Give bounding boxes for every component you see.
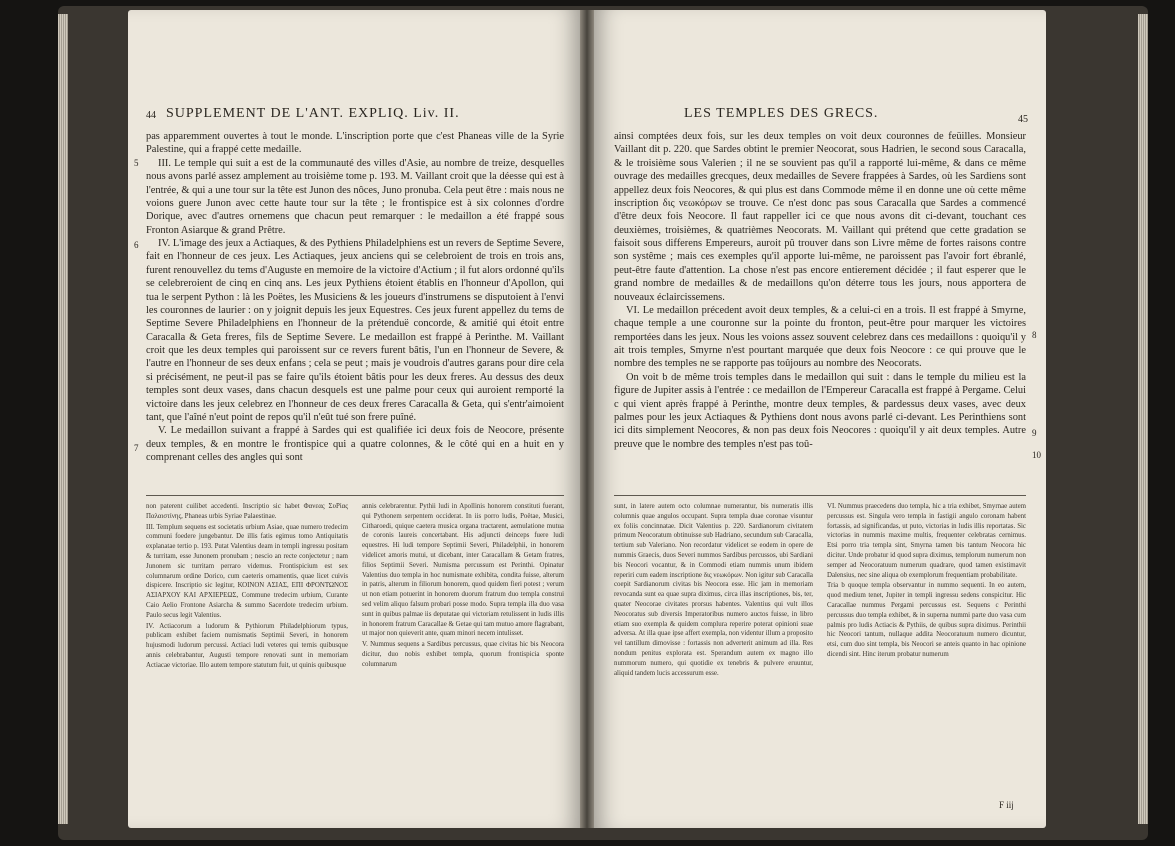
left-note: annis celebrarentur. Pythii ludi in Apollinis honorem constituti fuerant, qui Pythonem serpentem occiderat. In iis porro ludis, Poëtae, Musici, Citharoedi, quique caetera musica organa tractarent, aemulatione mutua de coronis laureis concertabant. His adjuncti deinceps fuere ludi equestres. Hi ludi tempore Septimii Severi, Philadelphii, in honorem videlicet amoris mutui, ut dicebant, inter Caracallam & Getam fratres, filios Septimii Severi. Numisma percussum est Perinthi. Opinatur Valentius duo templa in hoc numismate exhibita, condita fuisse, alterum in patris, alterum in filiorum honorem, quod quidem fieri potest ; verum ut non etiam potuerint in honorem duorum fratrum duo templa construi sed velim aliquo falsum probari posse modo. Supra templa illa duo vasa sunt in quibus palmae iis deputatae qui victoriam retulissent in ludis illis in honorem fratrum Caracallae & Getae qui tam mutuo amore flagrabant, ut major non quieverit ante, quam minori necem intulisset. — [362, 503, 564, 638]
left-paragraph: V. Le medaillon suivant a frappé à Sardes qui est qualifiée ici deux fois de Neocore, présente deux temples, & en montre le frontispice qui a quatre colonnes, & le côté qui en a huit en y comprenant celles des angles qui sont — [146, 425, 564, 463]
right-footnote-rule — [614, 495, 1026, 496]
right-folio: 45 — [1018, 114, 1028, 125]
right-margin-number: 8 — [1032, 330, 1037, 340]
left-note: IV. Actiacorum a ludorum & Pythiorum Philadelphiorum typus, publicam exhibet faciem numismatis Septimii Severi, in honorem hujusmodi ludorum percussi. Actiaci ludi veteres qui ternis quibusque annis celebrabantur, Augusti tempore renovati sunt in memoriam Actiacae victoriae. Illo autem tempore statutum fuit, ut quinis quibusque — [146, 622, 348, 669]
right-margin-number: 9 — [1032, 428, 1037, 438]
left-note: V. Nummus sequens a Sardibus percussus, quae civitas hic bis Neocora dicitur, duo nobis exhibet templa, quorum frontispicia sponte columnarum — [362, 641, 564, 668]
right-footnotes — [614, 502, 1026, 678]
right-paragraph: VI. Le medaillon précedent avoit deux temples, & a celui-ci en a trois. Il est frappé à Smyrne, chaque temple a une couronne sur la pointe du fronton, peut-être pour marquer les victoires remportées dans les jeux. Nous les voions assez souvent celebrez dans ces medaillons : quoiqu'il y ait trois temples, Smyrne n'est pourtant marquée que deux fois Neocore : ce qui prouve que le nombre des temples ne se rapporte pas toûjours au nombre des Neocorats. — [614, 304, 1026, 370]
left-note: non paterent cuilibet accedenti. Inscriptio sic habet Φανεας ΣυΡίας Παλαιστίνης, Phaneas urbis Syriae Palaestinae. — [146, 503, 348, 520]
left-margin-number: 7 — [134, 443, 139, 453]
left-paragraph: IV. L'image des jeux a Actiaques, & des Pythiens Philadelphiens est un revers de Septime Severe, fait en l'honneur de ces jeux. Les Actiaques, jeux anciens qui se celebroient de trois en trois ans, furent renouvellez du tems d'Auguste en memoire de la victoire d'Actium ; il fut alors ordonné qu'ils se celebreroient de cinq en cinq ans. Les jeux Pythiens étoient établis en l'honneur d'Apollon, qui tua le serpent Python : là les Poëtes, les Musiciens & les joueurs d'instrumens se disputoient à l'envi les couronnes de laurier : on y joignit depuis les jeux Equestres. Ces jeux furent appellez du tems de Septime Severe Philadelphiens en l'honneur de la prétenduë concorde, & amitié qui étoit entre Caracalla & Geta freres, fils de Septime Severe. Le medaillon est frappé à Perinthe. M. Vaillant croit que les deux temples qui paroissent sur ce revers furent bâtis, l'un en l'honneur de Severe, & l'autre en l'honneur de ses deux enfans ; cela se peut ; mais je voudrois d'autres garans pour dire cela si précisément, ne peut-il pas se faire qu'ils étoient bâtis pour les deux freres. Au dessus des deux temples sont deux vases, dans chacun desquels est une palme pour ceux qui auroient remporté la victoire dans les jeux celebrez en l'honneur de ces deux freres Caracalla & Geta, qui s'entr'aimoient tant, que l'aîné n'eut point de repos qu'il n'eût tué son frere puîné. — [146, 238, 564, 423]
left-running-header: SUPPLEMENT DE L'ANT. EXPLIQ. Liv. II. — [166, 106, 460, 121]
left-folio: 44 — [146, 110, 156, 121]
left-main-text — [146, 130, 564, 464]
left-footnote-rule — [146, 495, 564, 496]
right-note: Tria b quoque templa observantur in nummo sequenti. In eo autem, quod medium tenet, Jupiter in templi ingressu sedens conspicitur. Hic Caracallae nummus Pergami percussus est. Sequens c Perinthi percussus duo templa exhibet, & in superna nummi parte duo vasa cum palmis pro ludis Actiacis & Pythiis, de quibus supra diximus. Perinthii hic Neocori tantum, nullaque addita Neocoratuum numero dicuntur, etsi, cum duo sint templa, bis Neocori se anteis quanto in hac opinione dicendi sint. Hinc iterum probatur numerum — [827, 582, 1026, 658]
right-margin-number: 10 — [1032, 450, 1041, 460]
right-paragraph: On voit b de même trois temples dans le medaillon qui suit : dans le temple du milieu est la figure de Jupiter assis à l'entrée : ce medaillon de l'Empereur Caracalla est frappé à Pergame. Celui c qui vient après frappé à Perinthe, montre deux temples, & pardessus deux vases, avec deux palmes pour les jeux Actiaques & Pythiens dont nous avons parlé ci-devant. Les Perinthiens sont ici dits simplement Neocores, & non pas deux fois Neocores : quoiqu'il y ait deux temples. Autre preuve que le nombre des temples n'est pas toû- — [614, 371, 1026, 450]
left-margin-number: 6 — [134, 240, 139, 250]
right-running-header: LES TEMPLES DES GRECS. — [684, 106, 879, 121]
left-page-edges — [58, 14, 68, 824]
right-page — [594, 10, 1046, 828]
left-margin-number: 5 — [134, 158, 139, 168]
right-paragraph: ainsi comptées deux fois, sur les deux temples on voit deux couronnes de feüilles. Monsieur Vaillant dit p. 220. que Sardes obtint le premier Neocorat, sous Hadrien, le second sous Caracalla, & le troisième sous Valerien ; il ne se souvient pas qu'il a rapporté lui-même, & dans ce même ouvrage des medailles grecques, deux medailles de Severe frappées à Sardes, où les Sardiens sont appellez deux fois Neocores, & qui plus est dans Commode même il en donne une où cette même inscription δις νεωκόρων se trouve. Ce n'est donc pas sous Caracalla que Sardes a commencé d'être deux fois Neocore. Il faut rappeller ici ce que nous avons dit ci-devant, touchant ces deuxièmes, troisièmes, & quatrièmes Neocorats. M. Vaillant qui prétend que cette gradation se faisoit sous differens Empereurs, auroit pû trouver dans son Livre même de fortes raisons contre son systême ; mais ces exemples qu'il apporte lui-même, ne paroissent pas l'avoir fort ébranlé, peut-être faute d'attention. La chose n'est pas encore entierement décidée ; il faut esperer que le grand nombre de medailles & de medaillons qu'on déterre tous les jours, nous apportera de nouveaux éclaircissemens. — [614, 131, 1026, 303]
book-gutter — [580, 10, 594, 828]
left-note: III. Templum sequens est societatis urbium Asiae, quae numero tredecim communi foedere jungebantur. De illis fatis egimus tomo Antiquitatis explanatae tertio p. 193. Putat Valentius deam in templi ingressu positam & turritam, esse Junonem pronubam ; nescio an recte conjectetur ; nam Junonem sic turritam perraro videmus. Frontispicium est sex columnarum ordine Dorico, cum caeteris ornamentis, quae licet cuivis dispicere. Inscriptio sic legitur, ΚΟΙΝΟΝ ΑΣΙΑΣ, ΕΠΙ ΦΡΟΝΤΩΝΟΣ ΑΣΙΑΡΧΟΥ ΚΑΙ ΑΡΧΙΕΡΕΩΣ, Commune tredecim urbium, Curante Caio Aelio Frontone Asiarcha & summo Sacerdote tredecim urbium. Paulo secus legit Valentius. — [146, 523, 348, 619]
left-page — [128, 10, 580, 828]
right-main-text — [614, 130, 1026, 451]
right-note: VI. Nummus praecedens duo templa, hic a tria exhibet, Smyrnae autem percussus est. Singula vero templa in fastigii angulo coronam habent fortassis, ad significandas, ut puto, victorias in ludis illis reportatas. Sic victorias in nummis maxime multis, frequenter celebratas cernimus. Etsi porro tria templa sint, Smyrna tamen bis tantum Neocora hic dicitur. Unde probatur id quod supra diximus, templorum numerum non semper ad Neocoratuum numerum quadrare, quod tamen existimavit Dalensius, nec sine aliqua ob exemplorum frequentiam probabilitate. — [827, 503, 1026, 579]
signature-mark: F iij — [999, 800, 1014, 810]
right-page-edges — [1138, 14, 1148, 824]
left-paragraph: pas apparemment ouvertes à tout le monde. L'inscription porte que c'est Phaneas ville de la Syrie Palestine, qui a frappé cette medaille. — [146, 131, 564, 156]
right-note: sunt, in latere autem octo columnae numerantur, bis numeratis illis columnis quae angulos occupant. Supra templa duae coronae visuntur ex foliis concinnatae. Dicit Valentius p. 220. Sardianorum civitatem primum Neocoratum obtinuisse sub Hadriano, secundum sub Caracalla, tertium sub Valeriano. Non recordatur videlicet se eodem in opere de nummis Graecis, duos Severi nummos Sardibus percussos, ubi Sardiani bis Neocori vocantur, & in Commodi etiam nummis unum ibidem reperiri cum eadem inscriptione δις νεωκόρων. Non igitur sub Caracalla coepit Sardianorum civitas bis Neocora esse. Hic jam in memoriam revocanda sunt ea quae supra diximus, circa illas inscriptiones, bis, ter, quater Neocorae civitates prorsus habentes. Valentius qui vult illos Neocoratus sub diversis Imperatoribus numero auctos fuisse, in libro etiam suo exempla & quidem complura reperire poterat opinioni suae adversa. At illa quae ipse affert exempla, non videntur illum a proposito vel tantillum dimovisse : fortassis non adverterit animum ad illa. Res nondum penitus explorata est. Sperandum autem ex magno illo nummorum numero, qui quotidie ex tenebris & pulvere eruuntur, aliquid tandem lucis accessurum esse. — [614, 503, 813, 677]
left-footnotes — [146, 502, 564, 671]
left-paragraph: III. Le temple qui suit a est de la communauté des villes d'Asie, au nombre de treize, desquelles nous avons parlé assez amplement au troisième tome p. 193. M. Vaillant croit que la déesse qui est à l'entrée, & qui a une tour sur la tête est Junon des nôces, Juno pronuba. Cela peut être : mais nous ne voions guere Junon avec cette haute tour sur la tête ; le frontispice est à six colonnes d'ordre Dorique, avec d'autres ornemens que chacun peut remarquer : le medaillon a été frappé sous Fronton Asiarque & grand Prêtre. — [146, 157, 564, 236]
